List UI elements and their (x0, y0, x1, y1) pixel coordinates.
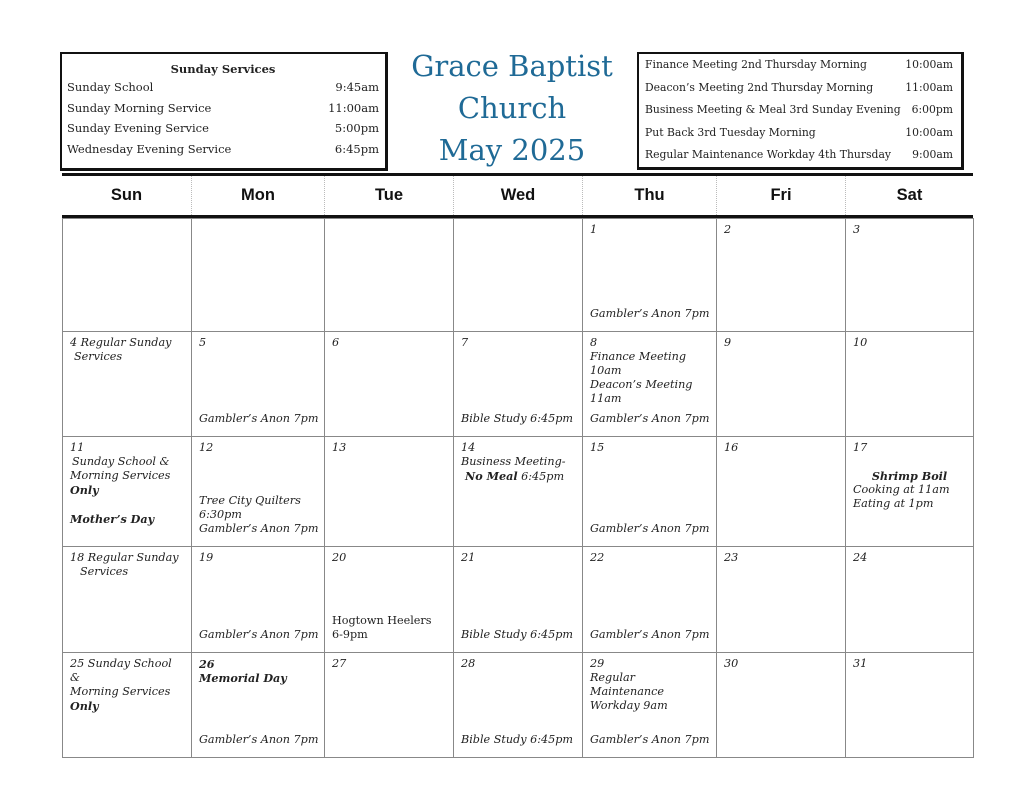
day-number: 7 (461, 336, 469, 349)
day-number: 4 Regular Sunday (70, 336, 172, 349)
day-cell[interactable] (454, 332, 583, 437)
day-cell[interactable] (63, 547, 192, 653)
event-text: Morning Services (70, 469, 171, 482)
day-number: 19 (199, 551, 214, 564)
day-number: 23 (724, 551, 739, 564)
event: Regular Maintenance (590, 671, 664, 698)
title-line: May 2025 (438, 133, 586, 167)
weekday-tue: Tue (324, 176, 453, 215)
event: 6-9pm (332, 628, 368, 641)
day-cell[interactable] (325, 547, 454, 653)
weekday-mon: Mon (191, 176, 324, 215)
event: Gambler’s Anon 7pm (590, 522, 710, 535)
day-number: 12 (199, 441, 214, 454)
day-number: 26 (199, 657, 215, 671)
week-row (63, 219, 974, 332)
day-cell[interactable] (454, 547, 583, 653)
day-number: 20 (332, 551, 347, 564)
day-number: 6 (332, 336, 340, 349)
day-number: 31 (853, 657, 868, 670)
service-row (67, 80, 379, 101)
service-time: 6:45pm (334, 141, 379, 156)
event: Eating at 1pm (853, 497, 934, 510)
day-cell[interactable] (717, 437, 846, 547)
day-cell[interactable] (63, 653, 192, 758)
day-number: 30 (724, 657, 739, 670)
event: Gambler’s Anon 7pm (590, 733, 710, 746)
service-name: Wednesday Evening Service (67, 141, 232, 156)
meetings-box (637, 52, 964, 170)
day-number: 10 (853, 336, 868, 349)
weekday-sun: Sun (110, 186, 143, 204)
day-cell[interactable] (63, 332, 192, 437)
meeting-time: 10:00am (905, 125, 953, 139)
meeting-name: Business Meeting & Meal 3rd Sunday Evening (645, 103, 901, 116)
event: Sunday School & (72, 455, 170, 468)
event: Bible Study 6:45pm (461, 733, 574, 746)
day-cell[interactable] (717, 332, 846, 437)
meeting-row (645, 148, 953, 171)
event-emphasis: No Meal (465, 469, 518, 483)
event-holiday: Memorial Day (199, 671, 287, 685)
day-cell[interactable] (192, 653, 325, 758)
event: Hogtown Heelers (332, 614, 432, 627)
services-heading: Sunday Services (170, 62, 276, 76)
day-cell[interactable] (846, 332, 974, 437)
day-number: 27 (332, 657, 347, 670)
event: Cooking at 11am (853, 483, 950, 496)
day-number: 18 Regular Sunday (70, 551, 179, 564)
day-number: 25 Sunday School & (70, 657, 172, 684)
meeting-row (645, 81, 953, 104)
event: Bible Study 6:45pm (461, 412, 574, 425)
event (70, 685, 184, 714)
day-cell[interactable] (717, 219, 846, 332)
day-cell[interactable] (583, 332, 717, 437)
meeting-name: Regular Maintenance Workday 4th Thursday (645, 148, 892, 161)
day-number: 11 (70, 441, 85, 454)
meeting-row (645, 126, 953, 149)
event: Gambler’s Anon 7pm (590, 412, 710, 425)
service-name: Sunday School (67, 80, 154, 94)
day-cell[interactable] (325, 437, 454, 547)
meeting-row (645, 103, 953, 126)
event-emphasis: Only (70, 699, 99, 713)
day-number: 28 (461, 657, 476, 670)
day-number: 14 (461, 441, 476, 454)
day-number: 21 (461, 551, 476, 564)
title-line: Church (457, 91, 567, 125)
day-cell[interactable] (717, 653, 846, 758)
event: Tree City Quilters (199, 494, 301, 507)
meeting-time: 9:00am (912, 148, 953, 161)
event: Business Meeting- (461, 455, 566, 468)
service-time: 11:00am (328, 100, 379, 115)
event-highlight: Shrimp Boil (871, 469, 948, 483)
sunday-services-box (60, 52, 388, 171)
service-name: Sunday Morning Service (67, 100, 212, 115)
weekday-header-row (62, 176, 973, 215)
day-cell[interactable] (583, 547, 717, 653)
day-cell[interactable] (583, 653, 717, 758)
meeting-name: Put Back 3rd Tuesday Morning (645, 125, 816, 139)
title-line: Grace Baptist (411, 49, 613, 83)
calendar-title (398, 45, 626, 171)
day-number: 9 (724, 336, 732, 349)
day-cell-empty (325, 219, 454, 332)
service-row (67, 121, 379, 142)
event: Workday 9am (590, 699, 668, 712)
event: Gambler’s Anon 7pm (199, 628, 319, 641)
day-cell-empty (454, 219, 583, 332)
meeting-name: Deacon’s Meeting 2nd Thursday Morning (645, 80, 874, 94)
event-text: 6:45pm (521, 470, 565, 483)
day-number: 8 (590, 336, 598, 349)
event-emphasis: Only (70, 483, 99, 497)
event: Finance Meeting 10am (590, 350, 687, 377)
day-cell-empty (63, 219, 192, 332)
event: Services (74, 350, 123, 363)
day-number: 17 (853, 441, 868, 454)
day-cell[interactable] (846, 219, 974, 332)
day-number: 29 (590, 657, 605, 670)
day-number: 15 (590, 441, 605, 454)
day-number: 22 (590, 551, 605, 564)
event-text: Morning Services (70, 685, 171, 698)
weekday-fri: Fri (716, 176, 845, 215)
event-group (332, 614, 449, 642)
day-cell[interactable] (325, 332, 454, 437)
week-row (63, 653, 974, 758)
week-row (63, 332, 974, 437)
week-row (63, 547, 974, 653)
day-number: 2 (724, 223, 732, 236)
day-cell[interactable] (583, 437, 717, 547)
event: Gambler’s Anon 7pm (199, 412, 319, 425)
day-cell[interactable] (846, 547, 974, 653)
day-number: 13 (332, 441, 347, 454)
weekday-thu: Thu (582, 176, 716, 215)
meeting-time: 10:00am (905, 58, 953, 71)
week-row (63, 437, 974, 547)
meeting-time: 6:00pm (911, 103, 953, 116)
day-cell[interactable] (454, 653, 583, 758)
event: Gambler’s Anon 7pm (590, 307, 710, 320)
event: Gambler’s Anon 7pm (199, 733, 319, 746)
service-row (67, 142, 379, 163)
event: Bible Study 6:45pm (461, 628, 574, 641)
day-number: 24 (853, 551, 868, 564)
meeting-name: Finance Meeting 2nd Thursday Morning (645, 58, 867, 71)
day-number: 1 (590, 223, 598, 236)
service-time: 5:00pm (334, 121, 379, 135)
day-cell[interactable] (454, 437, 583, 547)
event: Deacon’s Meeting 11am (590, 378, 693, 405)
day-cell[interactable] (192, 437, 325, 547)
day-number: 5 (199, 336, 207, 349)
day-cell[interactable] (846, 653, 974, 758)
day-cell[interactable] (583, 219, 717, 332)
event: Gambler’s Anon 7pm (590, 628, 710, 641)
day-cell-empty (192, 219, 325, 332)
day-number: 3 (853, 223, 861, 236)
event: Gambler’s Anon 7pm (199, 522, 319, 535)
calendar-grid (62, 218, 974, 758)
event-group (199, 494, 320, 536)
event (70, 469, 184, 498)
weekday-wed: Wed (453, 176, 582, 215)
service-time: 9:45am (335, 80, 379, 94)
day-cell[interactable] (192, 332, 325, 437)
day-cell[interactable] (717, 547, 846, 653)
day-cell[interactable] (192, 547, 325, 653)
event: 6:30pm (199, 508, 242, 521)
event (461, 469, 575, 484)
service-row (67, 101, 379, 122)
day-cell[interactable] (63, 437, 192, 547)
event: Services (80, 565, 129, 578)
day-cell[interactable] (325, 653, 454, 758)
meeting-row (645, 58, 953, 81)
weekday-sat: Sat (845, 176, 973, 215)
service-name: Sunday Evening Service (67, 121, 209, 135)
meeting-time: 11:00am (905, 80, 953, 94)
day-cell[interactable] (846, 437, 974, 547)
day-number: 16 (724, 441, 739, 454)
event-holiday: Mother’s Day (70, 512, 155, 526)
